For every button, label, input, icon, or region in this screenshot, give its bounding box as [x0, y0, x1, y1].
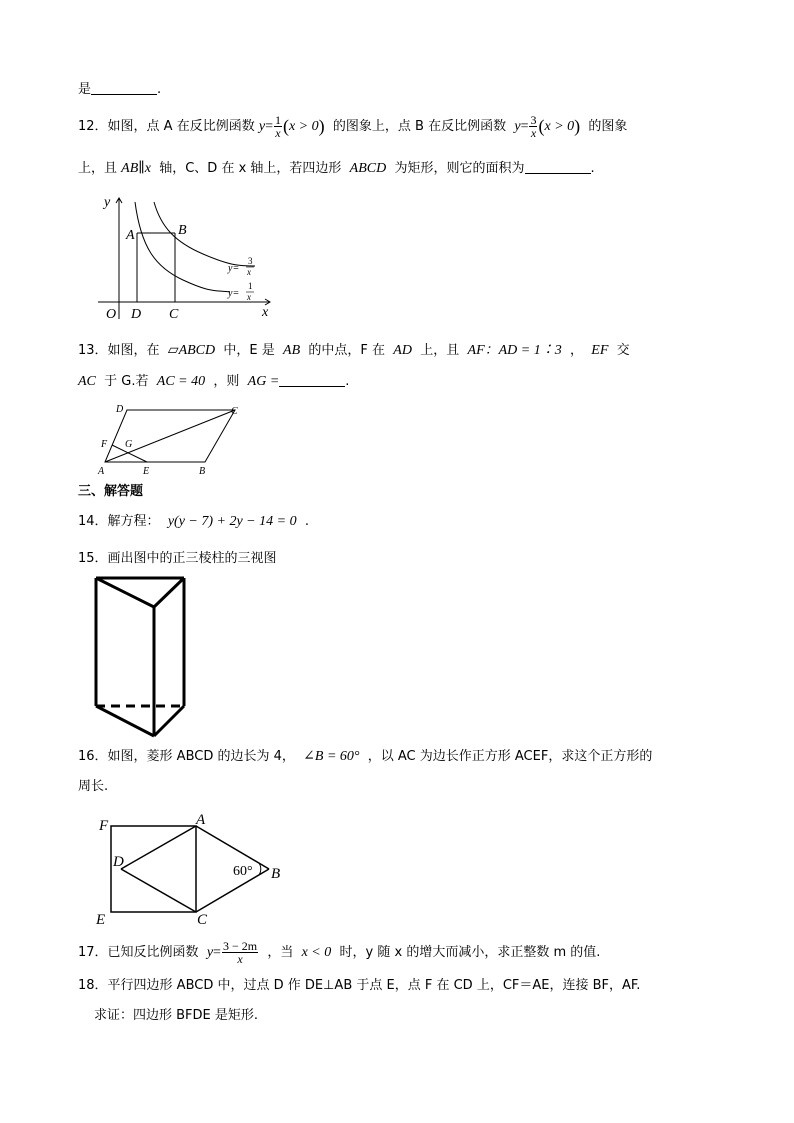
fig13-label-f: F	[101, 439, 108, 450]
q12-fn2-den: x	[530, 126, 537, 140]
q17-t2: 时，y 随 x 的增大而减小，求正整数 m 的值.	[339, 945, 601, 960]
q12-abcd: ABCD	[349, 161, 387, 176]
q12-fn2-cond: x > 0	[544, 119, 575, 134]
q13-ef: EF	[591, 343, 609, 358]
q12-fn2-eq: =	[520, 119, 529, 134]
q13-t5: 于 G.若	[104, 374, 149, 389]
q12-fn2-fraction	[529, 114, 537, 139]
fig13-label-e: E	[143, 466, 150, 477]
answer-blank	[279, 372, 345, 387]
q16-line2: 周长.	[78, 779, 109, 794]
fig16-label-a: A	[196, 812, 206, 828]
fig-label-b: B	[178, 223, 187, 238]
fig13-label-c: C	[231, 406, 238, 417]
q12-fn1-den: x	[275, 126, 281, 140]
fig-label-d: D	[131, 307, 142, 322]
curve-label-bot-den: x	[247, 292, 251, 302]
q12-line2	[78, 159, 595, 179]
q17-t1: ，当	[267, 945, 294, 960]
q18-line2: 求证：四边形 BFDE 是矩形.	[94, 1008, 259, 1023]
fig-label-x: x	[262, 305, 269, 320]
curve-y-3-over-x	[154, 202, 255, 266]
segment-ab	[196, 826, 269, 869]
q12-figure	[95, 192, 275, 322]
prism-bottom-left-edge	[96, 706, 154, 736]
fig16-label-b: B	[271, 866, 281, 882]
q13-ac: AC	[78, 374, 96, 389]
q17-fraction	[222, 940, 258, 965]
curve-label-top-num: 3	[248, 256, 253, 266]
q11-tail-end: .	[157, 82, 162, 97]
q16-figure	[93, 806, 293, 928]
q13-t1: 中，E 是	[223, 343, 275, 358]
q18-line1: 18．平行四边形 ABCD 中，过点 D 作 DE⊥AB 于点 E，点 F 在 CD 上，CF＝AE，连接 BF，AF.	[78, 978, 641, 993]
q12-fn2-num: 3	[530, 113, 537, 127]
q13-figure	[95, 400, 255, 478]
q13-line1	[78, 341, 630, 361]
q16-angle: ∠B = 60°	[303, 749, 360, 764]
fig-label-o: O	[106, 307, 117, 322]
q12-fn1-num: 1	[274, 113, 281, 127]
fig13-label-g: G	[125, 439, 133, 450]
q17-cond: x < 0	[301, 945, 332, 960]
q17-fn-eq: =	[213, 945, 221, 960]
q17-fn-num: 3 − 2m	[222, 939, 258, 953]
segment-dc	[121, 869, 196, 912]
q12-mid: 的图象上，点 B 在反比例函数	[332, 119, 507, 134]
fig-label-c: C	[169, 307, 179, 322]
q13-t6: ，则	[213, 374, 240, 389]
q14-equation: y(y − 7) + 2y − 14 = 0	[167, 514, 297, 529]
segment-ad	[121, 826, 196, 869]
q13-comma: ，	[570, 343, 584, 358]
fig16-label-d: D	[113, 854, 124, 870]
q13-ratio: AF：AD = 1∶3	[467, 343, 562, 358]
fig13-label-a: A	[98, 466, 105, 477]
q12-ab-parallel: AB∥x	[121, 161, 151, 176]
q12-fn1-cond: x > 0	[288, 119, 319, 134]
q12-line1: 12．如图，点 A 在反比例函数 y= $\frac{1}{x}$ (x > 0) 的图象上，点 B 在反比例函数 y= $\frac{3}{x}$ (x > 0) 的图象	[78, 113, 628, 140]
q11-tail	[78, 80, 161, 100]
fig16-label-c: C	[197, 912, 208, 928]
prism-top-right-edge	[154, 578, 184, 607]
section-title: 三、解答题	[78, 484, 144, 499]
fig16-angle-label: 60°	[233, 864, 253, 879]
q14-end: .	[304, 514, 309, 529]
q13-t3: 上，且	[420, 343, 460, 358]
fig13-label-d: D	[116, 404, 124, 415]
fig-label-y: y	[104, 195, 111, 210]
answer-blank	[91, 80, 157, 95]
q12-end: .	[590, 161, 595, 176]
q13-end: .	[345, 374, 350, 389]
q13-t4: 交	[616, 343, 630, 358]
prism-top-left-edge	[96, 578, 154, 607]
q14	[78, 512, 309, 532]
q17-prefix: 17．已知反比例函数	[78, 945, 199, 960]
q12-fn1-fraction	[274, 114, 282, 139]
q17-fn-y: y	[206, 945, 214, 960]
q14-prefix: 14．解方程：	[78, 514, 160, 529]
q13-ac-eq: AC = 40	[156, 374, 206, 389]
fig-label-a: A	[126, 228, 135, 243]
q13-line2	[78, 372, 349, 392]
q12-line2-c: 为矩形，则它的面积为	[394, 161, 525, 176]
q12-fn1-eq: =	[265, 119, 273, 134]
q12-fn2-y: y	[514, 119, 521, 134]
q16-line1	[78, 747, 652, 767]
q12-prefix: 12．如图，点 A 在反比例函数	[78, 119, 255, 134]
segment-ac	[105, 410, 235, 462]
q13-parallelogram: ▱ABCD	[167, 343, 216, 358]
curve-label-bot: y=	[228, 288, 240, 299]
q13-ad: AD	[393, 343, 412, 358]
fig13-label-b: B	[199, 466, 206, 477]
q15: 15．画出图中的正三棱柱的三视图	[78, 551, 277, 566]
fig16-label-f: F	[99, 818, 109, 834]
curve-label-bot-num: 1	[248, 281, 253, 291]
q16-line1-b: ，以 AC 为边长作正方形 ACEF，求这个正方形的	[367, 749, 653, 764]
q17	[78, 940, 600, 965]
q12-line2-b: 轴，C、D 在 x 轴上，若四边形	[159, 161, 342, 176]
q15-prism-figure	[92, 574, 192, 740]
q13-prefix: 13．如图，在	[78, 343, 160, 358]
q13-ag: AG =	[247, 374, 280, 389]
answer-blank	[525, 159, 591, 174]
angle-b-arc	[259, 863, 261, 875]
curve-label-top-den: x	[247, 267, 251, 277]
q13-t2: 的中点，F 在	[308, 343, 386, 358]
q17-fn-den: x	[237, 952, 243, 966]
curve-label-top: y=	[228, 263, 240, 274]
q12-suffix: 的图象	[588, 119, 628, 134]
q12-line2-a: 上，且	[78, 161, 118, 176]
fig16-label-e: E	[96, 912, 106, 928]
curve-y-1-over-x	[135, 202, 230, 292]
q12-fn1-y: y	[258, 119, 266, 134]
q13-ab: AB	[283, 343, 301, 358]
q16-line1-a: 16．如图，菱形 ABCD 的边长为 4，	[78, 749, 295, 764]
prism-bottom-right-edge	[154, 706, 184, 736]
q11-tail-text: 是	[78, 82, 92, 97]
